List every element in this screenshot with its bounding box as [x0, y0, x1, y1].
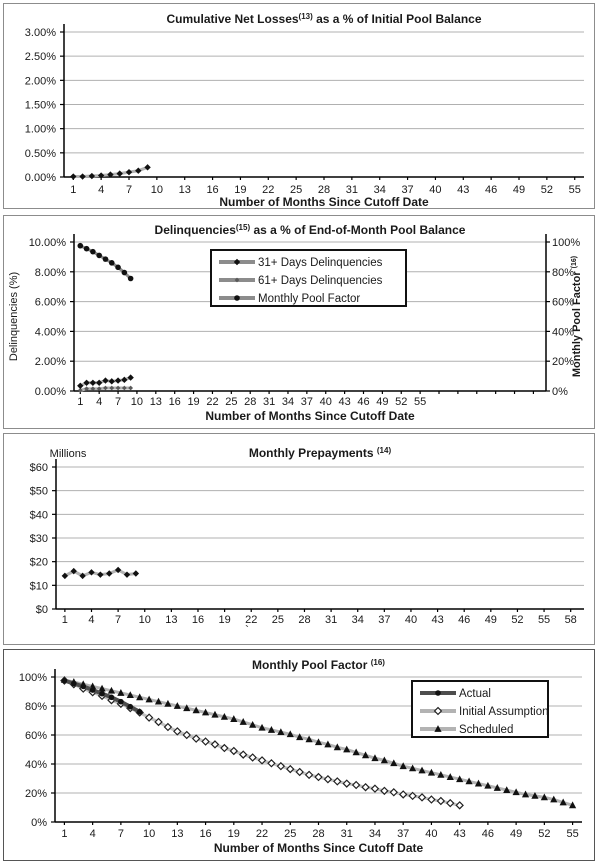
title-text: as a % of End-of-Month Pool Balance	[250, 223, 466, 237]
x-tick-label: 7	[117, 828, 124, 840]
data-point	[109, 378, 115, 384]
gridlines	[56, 467, 584, 585]
data-point	[109, 386, 114, 391]
right-tick-label: 100%	[552, 237, 581, 249]
x-tick-label: 49	[484, 614, 497, 626]
data-point	[437, 798, 444, 805]
data-point	[90, 687, 96, 693]
data-point	[90, 380, 96, 386]
data-point	[409, 793, 416, 800]
chart-title	[167, 12, 482, 26]
x-tick-label: 43	[453, 828, 466, 840]
y-tick-label: $10	[29, 580, 48, 593]
x-tick-label: 7	[125, 184, 133, 196]
x-tick-label: 31	[340, 828, 353, 840]
title-text: Monthly Pool Factor	[252, 658, 371, 672]
x-tick-label: 34	[351, 614, 364, 626]
x-tick-label: 43	[431, 614, 444, 626]
x-tick-label: 46	[481, 828, 495, 840]
x-tick-label: 7	[115, 614, 122, 626]
x-tick-label: 34	[281, 396, 295, 408]
series-group	[77, 243, 134, 393]
x-tick-label: 22	[206, 396, 219, 408]
x-tick-label: 22	[262, 184, 275, 196]
data-point	[122, 386, 127, 391]
x-tick-label: 25	[225, 396, 238, 408]
x-tick-label: 25	[271, 614, 284, 626]
x-tick-label: 49	[512, 184, 526, 196]
x-tick-label: 28	[298, 614, 311, 626]
x-tick-label: 52	[395, 396, 408, 408]
x-tick-label: 28	[312, 828, 325, 840]
x-tick-label: 1	[70, 184, 77, 196]
right-tick-label: 80%	[552, 266, 575, 279]
data-point	[259, 757, 266, 764]
tick-labels	[25, 27, 581, 196]
x-axis-title: Number of Months Since Cutoff Date	[219, 195, 429, 208]
x-tick-label: 52	[538, 828, 551, 840]
data-point	[315, 774, 322, 781]
x-tick-label: 13	[178, 184, 191, 196]
x-tick-label: 55	[566, 828, 579, 840]
data-point	[372, 785, 379, 792]
right-tick-label: 20%	[552, 356, 575, 369]
legend	[412, 681, 549, 737]
title-text: Monthly Prepayments	[248, 446, 377, 460]
legend-label: Scheduled	[459, 724, 514, 736]
x-tick-label: 52	[511, 614, 524, 626]
data-point	[137, 709, 143, 715]
x-tick-label: 37	[300, 396, 313, 408]
y-tick-label: 60%	[24, 730, 47, 742]
stray-mark: `	[245, 623, 249, 637]
x-tick-label: 25	[290, 184, 303, 196]
x-axis-title: Number of Months Since Cutoff Date	[205, 409, 415, 423]
data-point	[97, 571, 103, 577]
data-point	[128, 276, 134, 282]
data-point	[96, 253, 102, 259]
y-tick-label: 0.50%	[24, 147, 56, 160]
x-tick-label: 16	[206, 184, 219, 196]
x-tick-label: 19	[187, 396, 200, 408]
x-tick-label: 40	[429, 184, 442, 196]
right-tick-label: 60%	[552, 296, 575, 309]
x-tick-label: 10	[130, 396, 144, 408]
data-point	[62, 678, 68, 684]
data-point	[84, 246, 90, 252]
x-tick-label: 4	[96, 396, 103, 408]
title-superscript: (16)	[571, 255, 578, 269]
data-point	[390, 789, 397, 796]
x-tick-label: 52	[540, 184, 553, 196]
legend	[211, 250, 406, 306]
x-tick-label: 34	[373, 184, 386, 196]
data-point	[202, 738, 209, 745]
x-tick-label: 4	[89, 828, 96, 840]
title-text: Delinquencies (%)	[8, 271, 20, 362]
series-initial-assumption	[61, 677, 463, 809]
data-point	[296, 769, 303, 776]
y-tick-label: $0	[35, 604, 48, 616]
delinquencies-chart	[4, 216, 594, 428]
x-axis-title: Number of Months Since Cutoff Date	[213, 841, 424, 855]
data-point	[117, 170, 123, 176]
x-tick-label: 28	[317, 184, 331, 196]
x-tick-label: 40	[404, 614, 418, 626]
data-point	[127, 704, 133, 710]
data-point	[115, 377, 121, 383]
data-point	[77, 243, 83, 249]
left-axis-title	[8, 272, 20, 361]
right-tick-label: 0%	[552, 386, 568, 398]
x-tick-label: 13	[165, 614, 178, 626]
x-tick-label: 43	[338, 396, 351, 408]
title-text: as a % of Initial Pool Balance	[312, 12, 482, 26]
x-tick-label: 4	[88, 614, 95, 626]
gridlines	[64, 32, 584, 153]
data-point	[98, 172, 104, 178]
x-tick-label: 37	[397, 828, 410, 840]
data-point	[343, 780, 350, 787]
x-tick-label: 19	[234, 184, 247, 196]
y-tick-label: 0.00%	[34, 386, 66, 398]
x-tick-label: 55	[414, 396, 427, 408]
data-point	[400, 791, 407, 798]
right-axis-title	[571, 256, 583, 377]
x-tick-label: 43	[457, 184, 470, 196]
series-group	[62, 567, 139, 579]
data-point	[103, 256, 109, 262]
y-tick-label: 10.00%	[28, 237, 66, 249]
title-text: Delinquencies	[154, 223, 236, 237]
y-tick-label: 2.00%	[34, 356, 66, 369]
data-point	[306, 771, 313, 778]
data-point	[109, 695, 115, 701]
x-tick-label: 31	[345, 184, 358, 196]
cumulative-net-losses-panel	[3, 3, 595, 209]
data-point	[70, 173, 76, 179]
y-tick-label: 0%	[31, 817, 47, 829]
title-superscript: (15)	[235, 223, 251, 232]
x-tick-label: 37	[378, 614, 391, 626]
x-tick-label: 7	[114, 396, 122, 408]
y-tick-label: 0.00%	[24, 172, 56, 184]
x-tick-label: 46	[357, 396, 370, 408]
data-point	[90, 249, 96, 255]
data-point	[126, 169, 132, 175]
x-tick-label: 22	[245, 614, 258, 626]
data-point	[447, 800, 454, 807]
title-text: Monthly Pool Factor	[571, 268, 583, 378]
x-tick-label: 40	[425, 828, 438, 840]
y-tick-label: 6.00%	[34, 296, 66, 309]
axes	[52, 459, 584, 612]
data-point	[122, 270, 128, 276]
data-point	[419, 794, 426, 801]
data-point	[99, 691, 105, 697]
x-tick-label: 16	[168, 396, 181, 408]
y-tick-label: 8.00%	[34, 266, 66, 279]
chart-title	[252, 658, 385, 672]
data-point	[325, 776, 332, 783]
x-tick-label: 28	[244, 396, 257, 408]
data-point	[133, 570, 139, 576]
y-tick-label: $20	[29, 556, 48, 569]
x-tick-label: 10	[142, 828, 156, 840]
x-tick-label: 16	[199, 828, 212, 840]
monthly-prepayments-panel	[3, 433, 595, 645]
title-superscript: (16)	[370, 658, 385, 667]
y-tick-label: 80%	[24, 701, 47, 713]
data-point	[89, 173, 95, 179]
data-point	[109, 260, 115, 266]
x-tick-label: 31	[324, 614, 338, 626]
legend-label: 61+ Days Delinquencies	[258, 275, 383, 287]
cumulative-net-losses-chart	[4, 4, 594, 208]
x-tick-label: 40	[319, 396, 332, 408]
legend-label: Initial Assumption	[459, 706, 549, 718]
y-tick-label: 20%	[24, 788, 47, 800]
tick-labels	[30, 462, 577, 626]
data-point	[79, 173, 85, 179]
y-tick-label: $30	[29, 533, 48, 545]
y-tick-label: 2.50%	[24, 51, 56, 64]
x-tick-label: 1	[61, 828, 68, 840]
x-tick-label: 16	[191, 614, 205, 626]
data-point	[428, 796, 435, 803]
y-tick-label: 2.00%	[24, 75, 56, 88]
data-point	[287, 766, 294, 773]
monthly-prepayments-chart	[4, 434, 594, 644]
legend-label: Actual	[459, 688, 491, 700]
data-point	[362, 784, 369, 791]
x-tick-label: 31	[262, 396, 276, 408]
data-point	[353, 782, 360, 789]
x-tick-label: 10	[138, 614, 151, 626]
x-tick-label: 13	[171, 828, 184, 840]
x-tick-label: 22	[255, 828, 269, 840]
x-tick-label: 46	[485, 184, 498, 196]
y-tick-label: 4.00%	[34, 326, 66, 339]
title-superscript: (14)	[376, 446, 392, 455]
chart-title	[249, 446, 392, 460]
y-tick-label: 100%	[18, 672, 47, 684]
monthly-pool-factor-chart	[4, 650, 594, 860]
data-point	[456, 802, 463, 809]
x-tick-label: 49	[376, 396, 389, 408]
legend-label: Monthly Pool Factor	[258, 293, 361, 305]
data-point	[435, 690, 441, 696]
x-tick-label: 13	[149, 396, 162, 408]
x-tick-label: 1	[77, 396, 84, 408]
y-tick-label: $50	[29, 485, 48, 498]
x-tick-label: 4	[98, 184, 105, 196]
x-tick-label: 1	[61, 614, 68, 626]
title-superscript: (13)	[298, 12, 313, 21]
x-tick-label: 19	[227, 828, 240, 840]
monthly-pool-factor-panel	[3, 649, 595, 861]
delinquencies-panel	[3, 215, 595, 429]
y-tick-label: 3.00%	[24, 27, 56, 39]
x-tick-label: 55	[568, 184, 581, 196]
y-tick-label: 1.00%	[24, 123, 56, 136]
y-tick-label: $40	[29, 509, 48, 522]
chart-title	[155, 223, 466, 237]
series-monthly-pool-factor	[77, 243, 133, 281]
y-tick-label: 1.50%	[24, 99, 56, 112]
x-tick-label: 46	[458, 614, 471, 626]
data-point	[234, 295, 240, 301]
series-monthly-prepayments	[62, 567, 139, 579]
y-tick-label: $60	[29, 462, 48, 474]
x-tick-label: 37	[401, 184, 414, 196]
data-point	[115, 265, 121, 271]
x-tick-label: 55	[537, 614, 551, 626]
data-point	[334, 778, 341, 785]
data-point	[71, 681, 77, 687]
series-line	[64, 681, 459, 806]
data-point	[268, 760, 275, 767]
x-tick-label: 10	[150, 184, 163, 196]
data-point	[118, 699, 124, 705]
data-point	[116, 386, 121, 391]
x-tick-label: 25	[284, 828, 297, 840]
axes	[60, 24, 584, 180]
x-tick-label: 58	[564, 614, 577, 626]
x-tick-label: 34	[368, 828, 382, 840]
title-text: Cumulative Net Losses	[166, 12, 299, 26]
x-tick-label: 19	[218, 614, 231, 626]
data-point	[249, 754, 256, 761]
units-label: Millions	[49, 448, 87, 460]
data-point	[128, 386, 133, 391]
y-tick-label: 40%	[24, 759, 47, 771]
data-point	[80, 684, 86, 690]
right-tick-label: 40%	[552, 326, 575, 339]
x-tick-label: 49	[510, 828, 523, 840]
legend-label: 31+ Days Delinquencies	[258, 257, 383, 269]
